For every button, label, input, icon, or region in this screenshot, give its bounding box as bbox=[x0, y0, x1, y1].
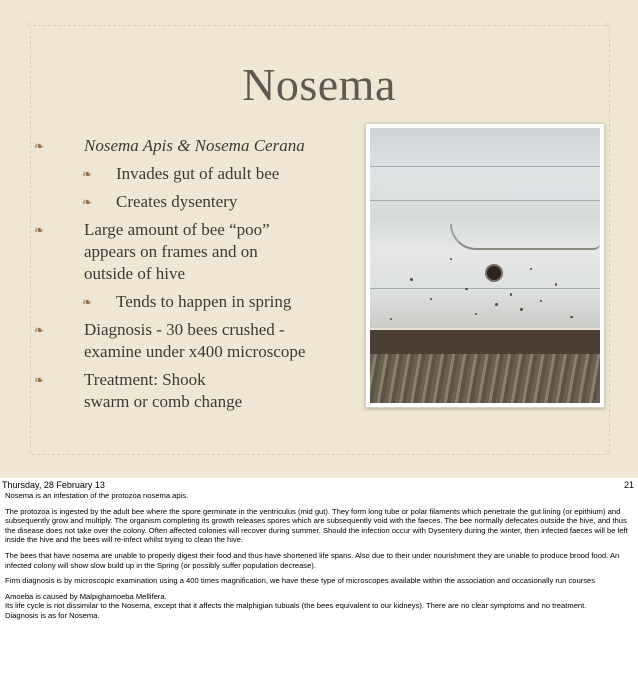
bullet-item bbox=[30, 191, 360, 213]
fleuron-bullet-icon: ❧ bbox=[34, 139, 45, 153]
notes-header bbox=[0, 478, 638, 492]
hive-board-line bbox=[370, 166, 600, 167]
bullet-item bbox=[30, 163, 360, 185]
hive-photo-frame bbox=[365, 123, 605, 408]
faeces-spot bbox=[465, 288, 468, 290]
bullet-item bbox=[30, 369, 360, 413]
notes-paragraph: The protozoa is ingested by the adult bee where the spore germinate in the ventriculus (mid gut). They form long tube or polar filaments which penetrate the gut lining (or epithium) and subsequently grow and multiply. The organism completing its growth releases spores which are subsequently void with the faeces. The bee normally defecates outside the hive, and thus the disease does not take over the colony. Often affected colonies will recover during summer. Should the infection occur with Dysentery during the winter, then infected faeces will be left inside the hive and the bees will re-infect whilst trying to clean the hive. bbox=[5, 506, 628, 545]
bullet-item bbox=[30, 219, 360, 285]
bullet-list bbox=[30, 135, 360, 413]
hive-entrance-hole bbox=[487, 266, 501, 280]
slide-title bbox=[0, 58, 638, 111]
faeces-spot bbox=[570, 316, 573, 318]
fleuron-bullet-icon: ❧ bbox=[34, 223, 45, 237]
faeces-spot bbox=[495, 303, 498, 306]
hive-entrance-arch bbox=[450, 224, 600, 250]
hive-board-line bbox=[370, 200, 600, 201]
fleuron-bullet-icon: ❧ bbox=[82, 295, 93, 309]
faeces-spot bbox=[540, 300, 542, 302]
notes-paragraph: Amoeba is caused by Malpighamoeba Mellifera. bbox=[5, 591, 167, 601]
frame-corner-ornament: ◦ bbox=[604, 448, 610, 459]
faeces-spot bbox=[475, 313, 477, 315]
bullet-item bbox=[30, 319, 360, 363]
bullet-text: Tends to happen in spring bbox=[116, 292, 292, 311]
bullet-text: Diagnosis - 30 bees crushed - examine under x400 microscope bbox=[84, 320, 306, 361]
faeces-spot bbox=[390, 318, 392, 320]
hive-board-line bbox=[370, 288, 600, 289]
slide-title-text: Nosema bbox=[242, 59, 396, 110]
bullet-text: Treatment: Shook swarm or comb change bbox=[84, 370, 243, 411]
hive-floor-board bbox=[370, 328, 600, 354]
fleuron-bullet-icon: ❧ bbox=[82, 195, 93, 209]
fleuron-bullet-icon: ❧ bbox=[82, 167, 93, 181]
faeces-spot bbox=[520, 308, 523, 311]
faeces-spot bbox=[410, 278, 413, 281]
faeces-spot bbox=[555, 283, 557, 286]
bullet-text: Creates dysentery bbox=[116, 192, 238, 211]
notes-paragraph: Nosema is an infestation of the protozoa nosema apis. bbox=[5, 491, 189, 500]
notes-paragraph: Diagnosis is as for Nosema. bbox=[5, 610, 100, 620]
frame-corner-ornament: ◦ bbox=[26, 448, 32, 459]
hive-entrance-photo bbox=[370, 128, 600, 403]
bullet-text: Nosema Apis & Nosema Cerana bbox=[84, 136, 305, 155]
faeces-spot bbox=[530, 268, 532, 270]
speaker-notes bbox=[5, 491, 633, 621]
hive-stand bbox=[370, 354, 600, 403]
bullet-item bbox=[30, 135, 360, 157]
faeces-spot bbox=[510, 293, 512, 296]
fleuron-bullet-icon: ❧ bbox=[34, 323, 45, 337]
fleuron-bullet-icon: ❧ bbox=[34, 373, 45, 387]
notes-paragraph: Firm diagnosis is by microscopic examination using a 400 times magnification, we have these type of microscopes available within the association and occasionally run courses bbox=[5, 576, 596, 586]
slide-number: 21 bbox=[623, 480, 634, 490]
faeces-spot bbox=[450, 258, 452, 260]
frame-corner-ornament: ◦ bbox=[604, 20, 610, 31]
slide-date: Thursday, 28 February 13 bbox=[2, 480, 105, 490]
notes-paragraph: The bees that have nosema are unable to properly digest their food and thus have shortened life spans. Also due to their under nourishment they are unable to produce brood food. An infected colony will show slow build up in the Spring (or possibly suffer population decrease). bbox=[5, 550, 620, 570]
bullet-text: Invades gut of adult bee bbox=[116, 164, 280, 183]
bullet-text: Large amount of bee “poo” appears on frames and on outside of hive bbox=[84, 220, 270, 283]
faeces-spot bbox=[430, 298, 432, 300]
frame-corner-ornament: ◦ bbox=[26, 20, 32, 31]
notes-paragraph: Its life cycle is not dissimilar to the Nosema, except that it affects the malphigian tubuals (the bees equivalent to our kidneys). There are no clear symptoms and no treatment. bbox=[5, 601, 587, 611]
bullet-item bbox=[30, 291, 360, 313]
